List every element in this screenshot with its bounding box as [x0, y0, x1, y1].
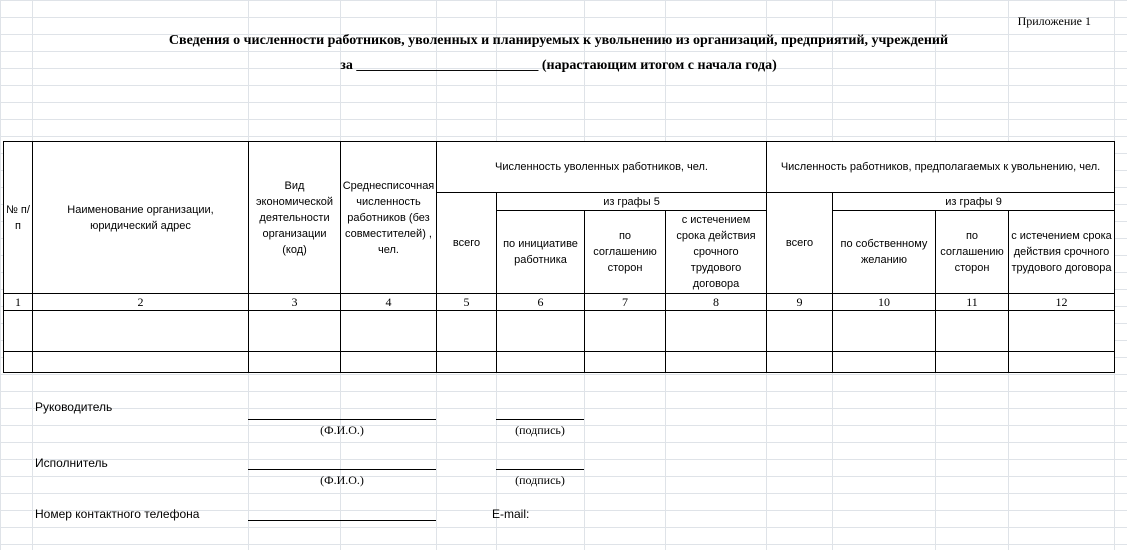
table-row: [4, 352, 1115, 373]
table-cell[interactable]: [249, 311, 341, 352]
column-number: 3: [249, 294, 341, 311]
head-signature-line[interactable]: [496, 419, 584, 420]
column-number: 5: [437, 294, 497, 311]
column-number: 2: [33, 294, 249, 311]
column-number: 4: [341, 294, 437, 311]
header-dismissed-group: Численность уволенных работников, чел.: [437, 142, 767, 193]
table-cell[interactable]: [833, 352, 936, 373]
table-cell[interactable]: [341, 352, 437, 373]
table-cell[interactable]: [585, 311, 666, 352]
table-cell[interactable]: [767, 352, 833, 373]
column-number: 11: [936, 294, 1009, 311]
table-cell[interactable]: [833, 311, 936, 352]
table-cell[interactable]: [341, 311, 437, 352]
header-activity: Вид экономической деятельности организации (код): [249, 142, 341, 294]
table-cell[interactable]: [437, 352, 497, 373]
table-cell[interactable]: [936, 352, 1009, 373]
column-number: 6: [497, 294, 585, 311]
executor-signature-line[interactable]: [496, 469, 584, 470]
table-cell[interactable]: [249, 352, 341, 373]
header-contract-expiry-planned: с истечением срока действия срочного трудового договора: [1009, 211, 1115, 294]
table-cell[interactable]: [497, 352, 585, 373]
document-title: Сведения о численности работников, уволенных и планируемых к увольнению из организаций, предприятий, учреждений: [168, 33, 949, 48]
table-cell[interactable]: [4, 352, 33, 373]
table-cell[interactable]: [33, 352, 249, 373]
column-number: 1: [4, 294, 33, 311]
header-num: № п/п: [4, 142, 33, 294]
header-total-planned: всего: [767, 193, 833, 294]
table-cell[interactable]: [1009, 311, 1115, 352]
appendix-label: Приложение 1: [1017, 14, 1091, 28]
column-number-row: [4, 294, 1115, 311]
column-number: 12: [1009, 294, 1115, 311]
table-cell[interactable]: [936, 311, 1009, 352]
header-agreement-planned: по соглашению сторон: [936, 211, 1009, 294]
header-contract-expiry: с истечением срока действия срочного трудового договора: [666, 211, 767, 294]
phone-label: Номер контактного телефона: [35, 507, 200, 521]
executor-signature-caption: (подпись): [515, 473, 565, 487]
header-of-col5: из графы 5: [497, 193, 767, 211]
head-fio-caption: (Ф.И.О.): [320, 423, 364, 437]
column-number: 9: [767, 294, 833, 311]
table-cell[interactable]: [585, 352, 666, 373]
executor-fio-line[interactable]: [248, 469, 436, 470]
executor-fio-caption: (Ф.И.О.): [320, 473, 364, 487]
header-avg-staff: Среднесписочная численность работников (без совместителей) , чел.: [341, 142, 437, 294]
table-cell[interactable]: [666, 311, 767, 352]
table-cell[interactable]: [4, 311, 33, 352]
table-cell[interactable]: [437, 311, 497, 352]
email-label: E-mail:: [492, 507, 530, 521]
phone-line[interactable]: [248, 520, 436, 521]
table-cell[interactable]: [767, 311, 833, 352]
head-signature-caption: (подпись): [515, 423, 565, 437]
header-agreement: по соглашению сторон: [585, 211, 666, 294]
head-label: Руководитель: [35, 400, 113, 414]
header-employee-initiative: по инициативе работника: [497, 211, 585, 294]
header-planned-group: Численность работников, предполагаемых к увольнению, чел.: [767, 142, 1115, 193]
report-table: [3, 141, 1115, 373]
document-subtitle: за __________________________ (нарастающим итогом с начала года): [340, 58, 777, 73]
table-cell[interactable]: [497, 311, 585, 352]
table-row: [4, 311, 1115, 352]
column-number: 7: [585, 294, 666, 311]
table-cell[interactable]: [1009, 352, 1115, 373]
header-of-col9: из графы 9: [833, 193, 1115, 211]
column-number: 8: [666, 294, 767, 311]
head-fio-line[interactable]: [248, 419, 436, 420]
table-cell[interactable]: [666, 352, 767, 373]
executor-label: Исполнитель: [35, 456, 108, 470]
table-cell[interactable]: [33, 311, 249, 352]
header-total: всего: [437, 193, 497, 294]
header-org-name: Наименование организации, юридический адрес: [33, 142, 249, 294]
header-own-will: по собственному желанию: [833, 211, 936, 294]
column-number: 10: [833, 294, 936, 311]
